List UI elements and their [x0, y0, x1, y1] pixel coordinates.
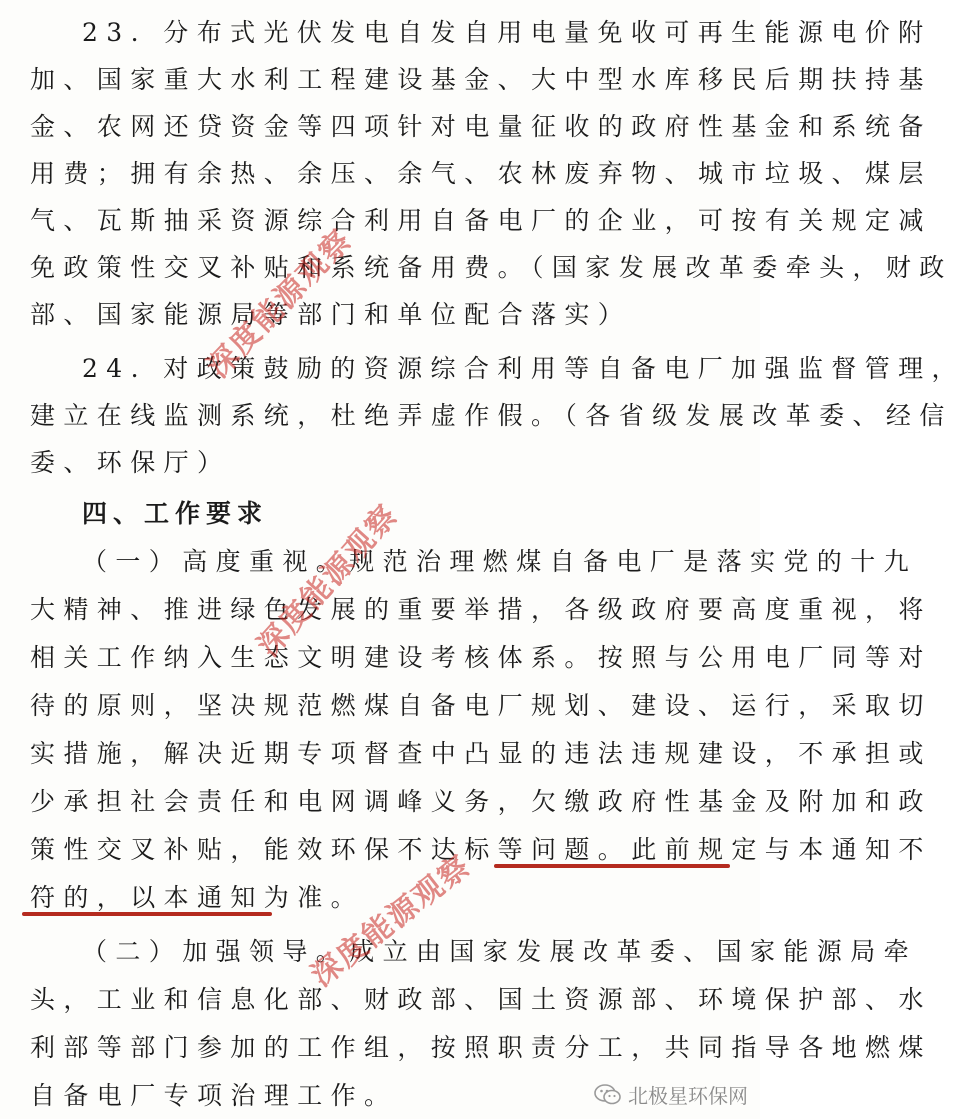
paragraph-2-line-4: 自备电厂专项治理工作。 — [30, 1081, 398, 1110]
paragraph-1-line-6: 少承担社会责任和电网调峰义务，欠缴政府性基金及附加和政 — [30, 787, 932, 816]
paragraph-1-line-5: 实措施，解决近期专项督查中凸显的违法违规建设，不承担或 — [30, 739, 932, 768]
paragraph-23-line-2: 加、国家重大水利工程建设基金、大中型水库移民后期扶持基 — [30, 65, 932, 94]
paragraph-23-line-6: 免政策性交叉补贴和系统备用费。（国家发展改革委牵头，财政 — [30, 253, 953, 282]
paragraph-2-line-3: 利部等部门参加的工作组，按照职责分工，共同指导各地燃煤 — [30, 1033, 932, 1062]
watermark-stamp: 深度能源观察 — [250, 497, 406, 664]
paragraph-1-line-8: 符的，以本通知为准。 — [30, 883, 365, 912]
paragraph-1-line-7: 策性交叉补贴，能效环保不达标等问题。此前规定与本通知不 — [30, 835, 932, 864]
paragraph-1-line-2: 大精神、推进绿色发展的重要举措，各级政府要高度重视，将 — [30, 595, 932, 624]
watermark-stamp: 深度能源观察 — [200, 222, 360, 385]
source-label: 北极星环保网 — [628, 1084, 748, 1108]
paragraph-23-line-4: 用费；拥有余热、余压、余气、农林废弃物、城市垃圾、煤层 — [30, 159, 932, 188]
source-watermark — [594, 1080, 748, 1109]
underline-highlight-2 — [22, 912, 272, 916]
paragraph-24-line-1: 24. 对政策鼓励的资源综合利用等自备电厂加强监督管理， — [82, 354, 965, 383]
paragraph-24-line-3: 委、环保厅） — [30, 448, 231, 477]
section-heading: 四、工作要求 — [82, 499, 269, 528]
paragraph-24-line-2: 建立在线监测系统，杜绝弄虚作假。（各省级发展改革委、经信 — [30, 401, 953, 430]
wechat-icon — [594, 1083, 622, 1107]
paragraph-23-line-7: 部、国家能源局等部门和单位配合落实） — [30, 300, 632, 329]
paragraph-23-line-5: 气、瓦斯抽采资源综合利用自备电厂的企业，可按有关规定减 — [30, 206, 932, 235]
paragraph-1-line-3: 相关工作纳入生态文明建设考核体系。按照与公用电厂同等对 — [30, 643, 932, 672]
paragraph-23-line-1: 23. 分布式光伏发电自发自用电量免收可再生能源电价附 — [82, 18, 932, 47]
paragraph-1-line-4: 待的原则，坚决规范燃煤自备电厂规划、建设、运行，采取切 — [30, 691, 932, 720]
paragraph-2-line-1: （二）加强领导。成立由国家发展改革委、国家能源局牵 — [82, 937, 918, 966]
paragraph-2-line-2: 头，工业和信息化部、财政部、国土资源部、环境保护部、水 — [30, 985, 932, 1014]
underline-highlight-1 — [494, 864, 730, 868]
paragraph-1-line-1: （一）高度重视。规范治理燃煤自备电厂是落实党的十九 — [82, 547, 918, 576]
watermark-stamp: 深度能源观察 — [304, 848, 478, 994]
paragraph-23-line-3: 金、农网还贷资金等四项针对电量征收的政府性基金和系统备 — [30, 112, 932, 141]
